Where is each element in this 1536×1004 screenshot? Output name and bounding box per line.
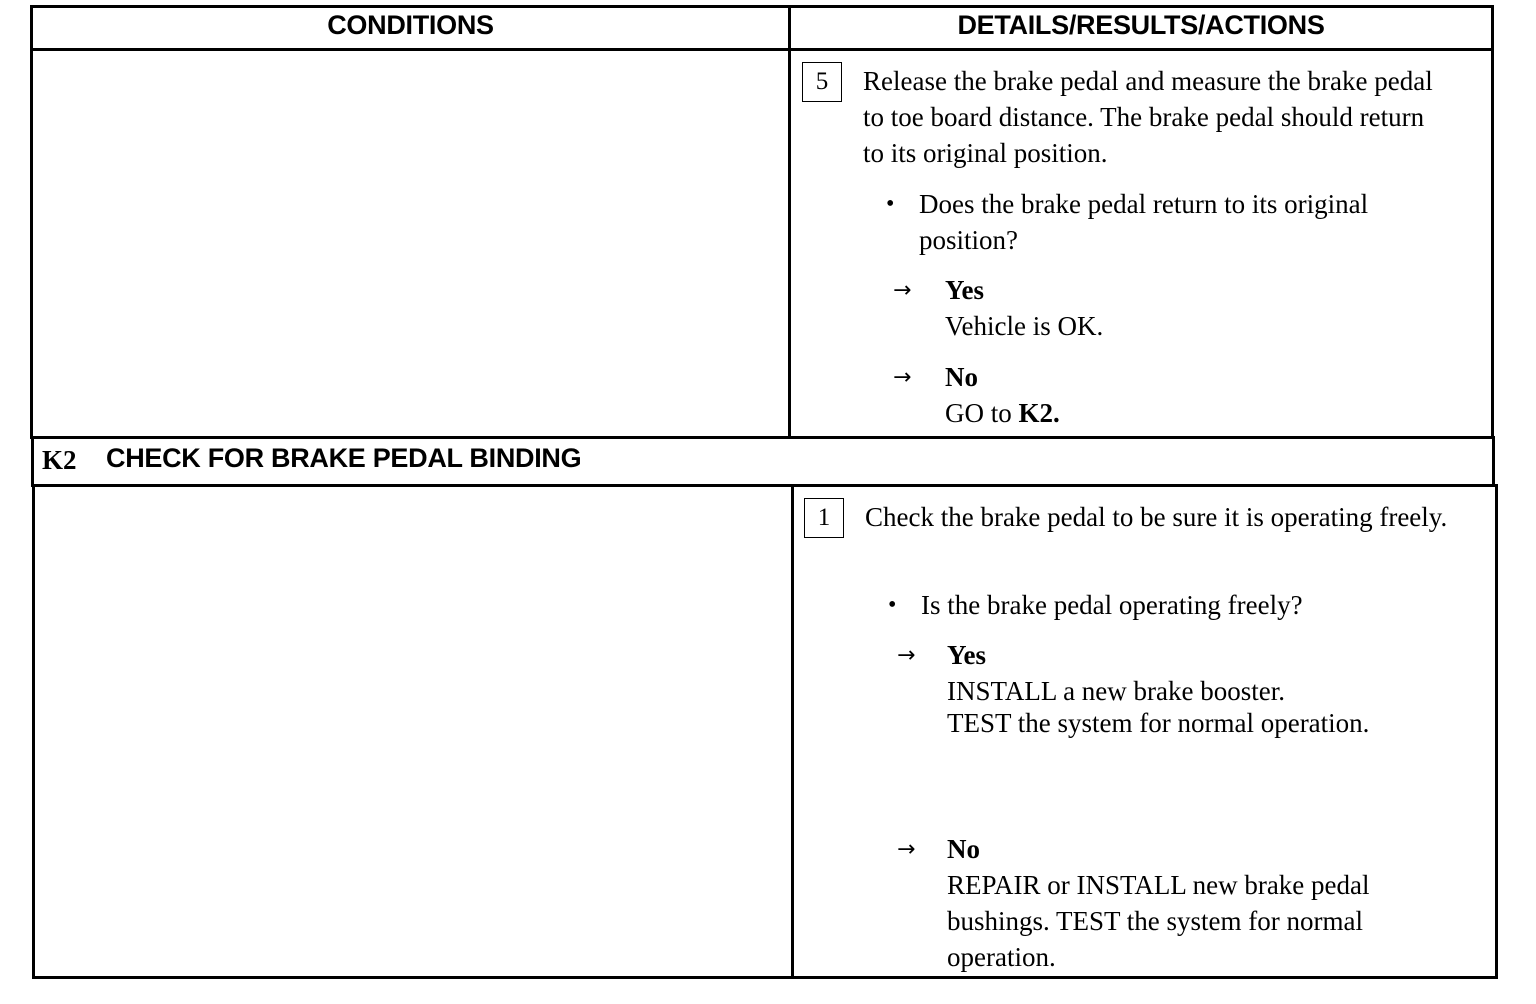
step-question: Does the brake pedal return to its original position? bbox=[919, 189, 1369, 255]
left-border-bottom bbox=[32, 484, 35, 979]
bullet-icon: • bbox=[888, 592, 897, 618]
section-code: K2 bbox=[42, 445, 77, 475]
no-action-prefix: GO to bbox=[945, 398, 1019, 428]
details-header: DETAILS/RESULTS/ACTIONS bbox=[957, 10, 1325, 40]
header-bottom-border bbox=[30, 48, 1494, 51]
table-bottom-border bbox=[33, 976, 1498, 979]
left-border-section bbox=[31, 436, 34, 487]
no-label: No bbox=[947, 834, 980, 864]
no-action bbox=[945, 395, 1060, 431]
bullet-icon: • bbox=[886, 191, 895, 217]
right-border-section bbox=[1492, 436, 1495, 487]
left-border-top bbox=[30, 5, 33, 439]
section-top-border bbox=[30, 436, 1494, 439]
yes-action: TEST the system for normal operation. bbox=[947, 708, 1370, 738]
arrow-right-icon: → bbox=[893, 365, 912, 390]
no-action: REPAIR or INSTALL new brake pedal bushings. TEST the system for normal operation. bbox=[947, 870, 1370, 972]
section-bottom-border bbox=[32, 484, 1496, 487]
table-top-border bbox=[30, 5, 1494, 8]
arrow-right-icon: → bbox=[893, 278, 912, 303]
yes-action: INSTALL a new brake booster. bbox=[947, 676, 1285, 706]
column-divider-bottom bbox=[791, 484, 794, 979]
step-instruction: Check the brake pedal to be sure it is operating freely. bbox=[865, 502, 1448, 532]
section-title: CHECK FOR BRAKE PEDAL BINDING bbox=[106, 443, 582, 473]
yes-label: Yes bbox=[947, 640, 986, 670]
right-border-top bbox=[1491, 5, 1494, 439]
step-number-box: 5 bbox=[802, 62, 842, 102]
yes-label: Yes bbox=[945, 275, 984, 305]
yes-action: Vehicle is OK. bbox=[945, 311, 1104, 341]
no-action-ref: K2. bbox=[1018, 398, 1060, 428]
step-question: Is the brake pedal operating freely? bbox=[921, 590, 1303, 620]
conditions-header: CONDITIONS bbox=[327, 10, 494, 40]
right-border-bottom bbox=[1495, 484, 1498, 979]
step-instruction: Release the brake pedal and measure the brake pedal to toe board distance. The brake pedal should return to its original position. bbox=[863, 66, 1433, 168]
column-divider-top bbox=[788, 5, 791, 439]
no-label: No bbox=[945, 362, 978, 392]
step-number-box: 1 bbox=[804, 498, 844, 538]
arrow-right-icon: → bbox=[897, 837, 916, 862]
arrow-right-icon: → bbox=[897, 643, 916, 668]
